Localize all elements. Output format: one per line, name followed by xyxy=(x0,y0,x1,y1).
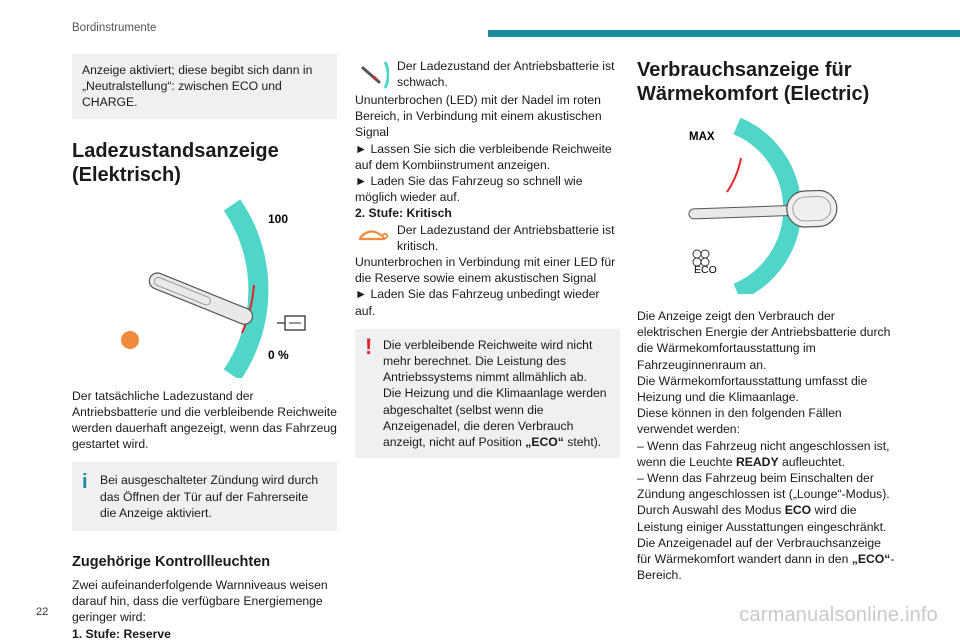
header-title: Bordinstrumente xyxy=(72,22,157,34)
thermal-paragraph-needle: Die Anzeigenadel auf der Verbrauchsanzeige für Wärmekomfort wandert dann in den „ECO“-Bereich. xyxy=(637,535,895,583)
thermal-dash-1: – Wenn das Fahrzeug nicht angeschlossen ist, wenn die Leuchte READY aufleuchtet. xyxy=(637,438,890,469)
warning-box xyxy=(355,329,620,458)
info-icon: i xyxy=(82,471,88,494)
stage1-row xyxy=(355,58,620,92)
stage2-signal: Ununterbrochen in Verbindung mit einer LED für die Reserve sowie einem akustischen Signal xyxy=(355,255,616,286)
watermark: carmanualsonline.info xyxy=(739,604,938,626)
gauge-min-label: 0 % xyxy=(268,347,289,362)
warning-icon: ! xyxy=(365,333,373,359)
turtle-icon xyxy=(355,222,389,248)
paragraph-warning-levels: Zwei aufeinanderfolgende Warnniveaus weisen darauf hin, dass die verfügbare Energiemenge geringer wird: xyxy=(72,578,328,625)
thermal-max-label: MAX xyxy=(689,131,715,143)
stage1-label: 1. Stufe: Reserve xyxy=(72,626,171,641)
thermal-gauge-illustration xyxy=(637,114,895,294)
thermal-max-zone xyxy=(727,158,741,192)
bullet-show-range: ► Lassen Sie sich die verbleibende Reichweite auf dem Kombiinstrument anzeigen. xyxy=(355,141,612,172)
thermal-paragraph-2: Die Wärmekomfortausstattung umfasst die Heizung und die Klimaanlage. xyxy=(637,373,868,405)
stage2-label: 2. Stufe: Kritisch xyxy=(355,206,452,221)
reserve-led-icon xyxy=(121,331,139,349)
charge-gauge-illustration xyxy=(72,193,337,378)
gauge-needle xyxy=(147,270,255,326)
bullet-charge-now: ► Laden Sie das Fahrzeug unbedingt wieder auf. xyxy=(355,287,600,318)
warning-text-2: Die Heizung und die Klimaanlage werden abgeschaltet (selbst wenn die Anzeigenadel, die deren Verbrauch anzeigt, nicht auf Position „ECO“ steht). xyxy=(383,386,607,450)
thermal-paragraph-3: Diese können in den folgenden Fällen verwendet werden: xyxy=(637,406,842,437)
gauge-max-label: 100 xyxy=(268,211,289,226)
paragraph-charge: Der tatsächliche Ladezustand der Antriebsbatterie und die verbleibende Reichweite werden dauerhaft angezeigt, wenn das Fahrzeug gestartet wird. xyxy=(72,388,337,452)
charge-gauge-figure xyxy=(72,193,337,378)
thermal-dash-2: – Wenn das Fahrzeug beim Einschalten der Zündung angeschlossen ist („Lounge“-Modus). xyxy=(637,471,890,502)
column-right xyxy=(637,58,895,583)
battery-plug-icon xyxy=(277,316,305,330)
stage2-row xyxy=(355,222,620,254)
subheading-warning-lights: Zugehörige Kontrollleuchten xyxy=(72,554,271,571)
bullet-charge-soon: ► Laden Sie das Fahrzeug so schnell wie möglich wieder auf. xyxy=(355,174,583,205)
column-left xyxy=(72,54,337,642)
note-box-top xyxy=(72,54,337,119)
column-middle xyxy=(355,58,620,458)
info-text: Bei ausgeschalteter Zündung wird durch das Öffnen der Tür auf der Fahrerseite die Anzeige aktiviert. xyxy=(100,473,319,520)
thermal-paragraph-eco: Durch Auswahl des Modus ECO wird die Leistung einiger Ausstattungen eingeschränkt. xyxy=(637,503,887,534)
stage2-text: Der Ladezustand der Antriebsbatterie ist kritisch. xyxy=(397,222,615,253)
header-accent-bar xyxy=(488,30,960,37)
stage1-signal: Ununterbrochen (LED) mit der Nadel im roten Bereich, in Verbindung mit einem akustischen Signal xyxy=(355,93,602,140)
warning-text-1: Die verbleibende Reichweite wird nicht mehr berechnet. Die Leistung des Antriebssystems nimmt allmählich ab. xyxy=(383,337,593,385)
thermal-gauge-figure xyxy=(637,114,895,294)
section-heading-thermal: Verbrauchsanzeige für Wärmekomfort (Electric) xyxy=(637,59,870,105)
gauge-needle-red-icon xyxy=(355,58,389,92)
section-heading-charge: Ladezustandsanzeige (Elektrisch) xyxy=(72,139,279,186)
thermal-gauge-needle xyxy=(688,190,837,231)
thermal-paragraph-1: Die Anzeige zeigt den Verbrauch der elektrischen Energie der Antriebsbatterie durch die Wärmekomfortausstattung im Fahrzeuginnenraum an. xyxy=(637,309,891,372)
info-box xyxy=(72,462,337,531)
thermal-eco-label: ECO xyxy=(694,264,717,276)
stage1-text: Der Ladezustand der Antriebsbatterie ist schwach. xyxy=(397,59,615,90)
page-number: 22 xyxy=(36,606,49,618)
note-text: Anzeige aktiviert; diese begibt sich dann in „Neutralstellung“: zwischen ECO und CHARGE. xyxy=(82,63,313,110)
